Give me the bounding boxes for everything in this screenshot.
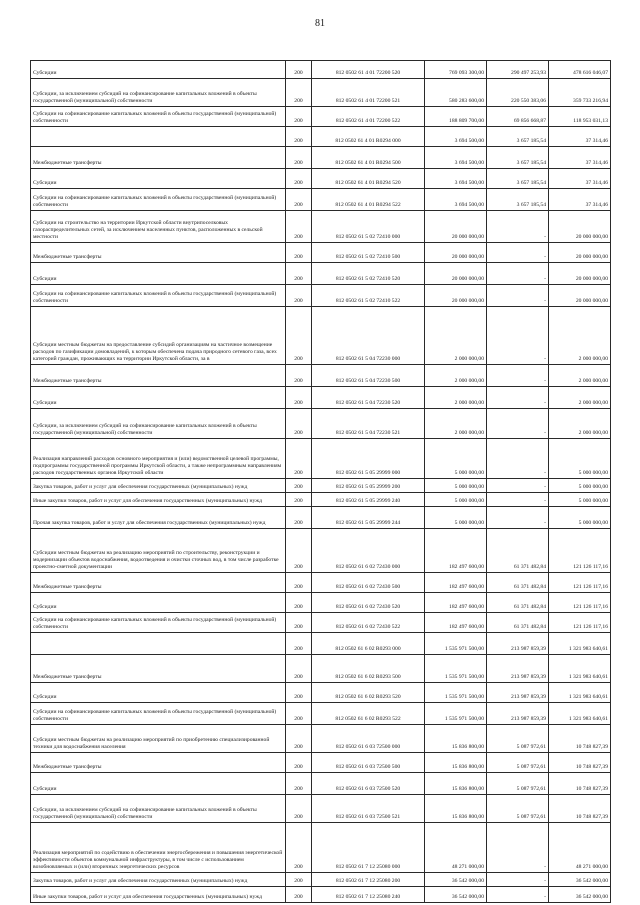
cell-name: Субсидии на софинансирование капитальных вложений в объекты государственной (муниципальной) собственности: [31, 703, 286, 725]
cell-name: Иные закупки товаров, работ и услуг для обеспечения государственных (муниципальных) нужд: [31, 887, 286, 903]
table-row: [31, 61, 611, 79]
cell-executed: 213 987 859,39: [487, 655, 549, 683]
cell-name: Субсидии на софинансирование капитальных вложений в объекты государственной (муниципальной) собственности: [31, 613, 286, 633]
cell-executed: -: [487, 365, 549, 387]
cell-name: Межбюджетные трансферты: [31, 753, 286, 773]
cell-code: 200: [286, 753, 312, 773]
cell-executed: 5 087 972,61: [487, 773, 549, 795]
cell-name: Субсидии на софинансирование капитальных вложений в объекты государственной (муниципальной) собственности: [31, 285, 286, 307]
table-row: [31, 107, 611, 127]
cell-executed: 5 087 972,61: [487, 753, 549, 773]
table-row: [31, 127, 611, 147]
cell-executed: -: [487, 507, 549, 529]
table-row: [31, 633, 611, 655]
cell-planned: 182 497 600,00: [425, 593, 487, 613]
cell-executed: 69 856 668,87: [487, 107, 549, 127]
cell-code: 200: [286, 285, 312, 307]
cell-cls: 812 0502 61 4 01 72200 520: [312, 61, 425, 79]
table-row: [31, 593, 611, 613]
cell-name: Субсидии на софинансирование капитальных вложений в объекты государственной (муниципальной) собственности: [31, 107, 286, 127]
budget-table: [30, 60, 611, 903]
cell-code: 200: [286, 773, 312, 795]
cell-executed: 61 371 482,84: [487, 613, 549, 633]
table-row: [31, 773, 611, 795]
cell-remainder: 37 314,46: [549, 147, 611, 169]
cell-planned: 36 542 000,00: [425, 887, 487, 903]
cell-code: 200: [286, 211, 312, 243]
cell-planned: 580 283 600,00: [425, 79, 487, 107]
cell-remainder: 37 314,46: [549, 189, 611, 211]
cell-remainder: 37 314,46: [549, 127, 611, 147]
cell-executed: -: [487, 887, 549, 903]
cell-planned: 1 535 971 500,00: [425, 683, 487, 703]
cell-cls: 812 0502 61 4 01 R0294 500: [312, 147, 425, 169]
cell-planned: 20 000 000,00: [425, 263, 487, 285]
cell-name: Межбюджетные трансферты: [31, 655, 286, 683]
table-row: [31, 169, 611, 189]
cell-executed: 3 657 185,54: [487, 127, 549, 147]
cell-executed: 61 371 482,84: [487, 573, 549, 593]
cell-remainder: 121 126 117,16: [549, 593, 611, 613]
cell-planned: 182 497 600,00: [425, 573, 487, 593]
cell-name: Иные закупки товаров, работ и услуг для обеспечения государственных (муниципальных) нужд: [31, 493, 286, 507]
cell-planned: 20 000 000,00: [425, 285, 487, 307]
cell-planned: 1 535 971 500,00: [425, 655, 487, 683]
cell-code: 200: [286, 387, 312, 409]
cell-cls: 812 0502 61 7 12 25080 240: [312, 887, 425, 903]
cell-executed: -: [487, 307, 549, 365]
cell-cls: 812 0502 61 5 04 72230 500: [312, 365, 425, 387]
cell-code: 200: [286, 573, 312, 593]
cell-executed: 5 087 972,61: [487, 795, 549, 823]
cell-planned: 15 836 800,00: [425, 795, 487, 823]
cell-code: 200: [286, 507, 312, 529]
cell-cls: 812 0502 61 5 05 29999 240: [312, 493, 425, 507]
cell-planned: 1 535 971 500,00: [425, 703, 487, 725]
cell-executed: -: [487, 387, 549, 409]
cell-planned: 15 836 800,00: [425, 773, 487, 795]
cell-remainder: 1 321 983 640,61: [549, 655, 611, 683]
cell-planned: 15 836 800,00: [425, 725, 487, 753]
table-row: [31, 79, 611, 107]
cell-executed: 3 657 185,54: [487, 169, 549, 189]
cell-planned: 769 093 300,00: [425, 61, 487, 79]
cell-cls: 812 0502 61 5 05 29999 000: [312, 439, 425, 479]
cell-remainder: 20 000 000,00: [549, 211, 611, 243]
cell-code: 200: [286, 263, 312, 285]
cell-remainder: 121 126 117,16: [549, 573, 611, 593]
cell-code: 200: [286, 703, 312, 725]
cell-code: 200: [286, 493, 312, 507]
cell-executed: -: [487, 823, 549, 873]
cell-cls: 812 0502 61 5 02 72410 500: [312, 243, 425, 263]
table-row: [31, 795, 611, 823]
budget-table-body: [31, 61, 611, 903]
page-number: 81: [315, 18, 325, 29]
cell-planned: 20 000 000,00: [425, 243, 487, 263]
table-row: [31, 703, 611, 725]
cell-executed: 290 497 253,93: [487, 61, 549, 79]
table-row: [31, 189, 611, 211]
cell-planned: 3 694 500,00: [425, 189, 487, 211]
cell-name: Субсидии: [31, 773, 286, 795]
cell-planned: 1 535 971 500,00: [425, 633, 487, 655]
cell-code: 200: [286, 147, 312, 169]
cell-name: Субсидии местным бюджетам на предоставление субсидий организациям на частичное возмещение расходов по газификации домовладений, к которым обеспечена подача природного сетевого газа, всех категорий граждан, проживающих на территории Иркутской области, за в: [31, 307, 286, 365]
cell-planned: 5 000 000,00: [425, 479, 487, 493]
cell-cls: 812 0502 61 6 02 R0293 522: [312, 703, 425, 725]
cell-name: Субсидии, за исключением субсидий на софинансирование капитальных вложений в объекты государственной (муниципальной) собственности: [31, 409, 286, 439]
cell-code: 200: [286, 127, 312, 147]
table-row: [31, 387, 611, 409]
cell-name: [31, 633, 286, 655]
cell-code: 200: [286, 479, 312, 493]
cell-executed: 3 657 185,54: [487, 189, 549, 211]
cell-remainder: 5 000 000,00: [549, 439, 611, 479]
cell-remainder: 118 953 031,13: [549, 107, 611, 127]
cell-remainder: 5 000 000,00: [549, 493, 611, 507]
cell-name: Межбюджетные трансферты: [31, 365, 286, 387]
cell-code: 200: [286, 633, 312, 655]
cell-executed: -: [487, 873, 549, 887]
cell-code: 200: [286, 169, 312, 189]
cell-code: 200: [286, 307, 312, 365]
cell-code: 200: [286, 725, 312, 753]
cell-planned: 15 836 800,00: [425, 753, 487, 773]
cell-remainder: 10 748 827,39: [549, 795, 611, 823]
cell-name: Закупка товаров, работ и услуг для обеспечения государственных (муниципальных) нужд: [31, 873, 286, 887]
cell-remainder: 1 321 983 640,61: [549, 633, 611, 655]
cell-code: 200: [286, 873, 312, 887]
cell-remainder: 121 126 117,16: [549, 529, 611, 573]
cell-code: 200: [286, 365, 312, 387]
cell-executed: -: [487, 243, 549, 263]
cell-planned: 20 000 000,00: [425, 211, 487, 243]
cell-name: Межбюджетные трансферты: [31, 573, 286, 593]
cell-remainder: 20 000 000,00: [549, 263, 611, 285]
cell-cls: 812 0502 61 5 05 29999 244: [312, 507, 425, 529]
cell-planned: 2 000 000,00: [425, 307, 487, 365]
cell-code: 200: [286, 529, 312, 573]
cell-code: 200: [286, 243, 312, 263]
cell-planned: 2 000 000,00: [425, 365, 487, 387]
cell-name: Субсидии: [31, 593, 286, 613]
cell-planned: 5 000 000,00: [425, 507, 487, 529]
cell-name: Субсидии: [31, 61, 286, 79]
cell-name: Субсидии местным бюджетам на реализацию мероприятий по строительству, реконструкции и модернизации объектов водоснабжения, водоотведения и очистки сточных вод, в том числе разработке проектно-сметной документации: [31, 529, 286, 573]
cell-name: Субсидии на строительство на территории Иркутской области внутрипоселковых газораспределительных сетей, за исключением населенных пунктов, расположенных в сельской местности: [31, 211, 286, 243]
cell-cls: 812 0502 61 5 02 72410 000: [312, 211, 425, 243]
cell-remainder: 1 321 983 640,61: [549, 703, 611, 725]
cell-remainder: 5 000 000,00: [549, 479, 611, 493]
table-row: [31, 753, 611, 773]
table-row: [31, 573, 611, 593]
cell-remainder: 37 314,46: [549, 169, 611, 189]
cell-planned: 3 694 500,00: [425, 147, 487, 169]
table-row: [31, 823, 611, 873]
cell-name: Субсидии местным бюджетам на реализацию мероприятий по приобретению специализированной техники для водоснабжения населения: [31, 725, 286, 753]
table-row: [31, 147, 611, 169]
cell-remainder: 5 000 000,00: [549, 507, 611, 529]
cell-name: Реализация направлений расходов основного мероприятия и (или) ведомственной целевой программы, подпрограммы государственной программы Иркутской области, а также непрограммным направлениям расходов государственных органов Иркутской области: [31, 439, 286, 479]
cell-remainder: 121 126 117,16: [549, 613, 611, 633]
cell-code: 200: [286, 613, 312, 633]
cell-cls: 812 0502 61 6 03 72500 520: [312, 773, 425, 795]
cell-remainder: 2 000 000,00: [549, 409, 611, 439]
cell-executed: 220 550 383,06: [487, 79, 549, 107]
cell-cls: 812 0502 61 5 02 72410 522: [312, 285, 425, 307]
cell-name: Субсидии: [31, 683, 286, 703]
cell-remainder: 20 000 000,00: [549, 285, 611, 307]
table-row: [31, 613, 611, 633]
cell-remainder: 10 748 827,39: [549, 753, 611, 773]
table-row: [31, 873, 611, 887]
cell-name: Субсидии на софинансирование капитальных вложений в объекты государственной (муниципальной) собственности: [31, 189, 286, 211]
table-row: [31, 243, 611, 263]
cell-executed: -: [487, 285, 549, 307]
cell-name: Межбюджетные трансферты: [31, 243, 286, 263]
cell-planned: 188 809 700,00: [425, 107, 487, 127]
cell-cls: 812 0502 61 6 03 72500 521: [312, 795, 425, 823]
cell-code: 200: [286, 795, 312, 823]
cell-code: 200: [286, 409, 312, 439]
table-row: [31, 263, 611, 285]
table-row: [31, 365, 611, 387]
cell-cls: 812 0502 61 6 02 R0293 520: [312, 683, 425, 703]
cell-cls: 812 0502 61 5 05 29999 200: [312, 479, 425, 493]
cell-remainder: 10 748 827,39: [549, 725, 611, 753]
cell-cls: 812 0502 61 4 01 R0294 522: [312, 189, 425, 211]
cell-cls: 812 0502 61 4 01 R0294 000: [312, 127, 425, 147]
cell-planned: 182 497 600,00: [425, 529, 487, 573]
cell-code: 200: [286, 655, 312, 683]
cell-planned: 36 542 000,00: [425, 873, 487, 887]
cell-name: [31, 127, 286, 147]
cell-remainder: 2 000 000,00: [549, 387, 611, 409]
cell-name: Субсидии: [31, 169, 286, 189]
cell-cls: 812 0502 61 5 04 72230 521: [312, 409, 425, 439]
cell-executed: -: [487, 409, 549, 439]
cell-name: Субсидии: [31, 387, 286, 409]
cell-cls: 812 0502 61 6 02 R0293 000: [312, 633, 425, 655]
cell-planned: 2 000 000,00: [425, 387, 487, 409]
table-row: [31, 529, 611, 573]
cell-cls: 812 0502 61 7 12 25080 000: [312, 823, 425, 873]
cell-executed: 213 987 859,39: [487, 703, 549, 725]
cell-cls: 812 0502 61 6 02 72430 000: [312, 529, 425, 573]
cell-remainder: 1 321 983 640,61: [549, 683, 611, 703]
cell-remainder: 48 271 000,00: [549, 823, 611, 873]
cell-remainder: 36 542 000,00: [549, 887, 611, 903]
table-row: [31, 683, 611, 703]
table-row: [31, 887, 611, 903]
cell-cls: 812 0502 61 5 04 72230 000: [312, 307, 425, 365]
cell-remainder: 478 616 046,07: [549, 61, 611, 79]
cell-name: Межбюджетные трансферты: [31, 147, 286, 169]
cell-remainder: 10 748 827,39: [549, 773, 611, 795]
cell-planned: 3 694 500,00: [425, 127, 487, 147]
table-row: [31, 285, 611, 307]
cell-planned: 182 497 600,00: [425, 613, 487, 633]
cell-cls: 812 0502 61 4 01 72200 521: [312, 79, 425, 107]
cell-executed: -: [487, 263, 549, 285]
cell-name: Субсидии: [31, 263, 286, 285]
table-row: [31, 479, 611, 493]
cell-planned: 5 000 000,00: [425, 493, 487, 507]
cell-cls: 812 0502 61 6 02 72430 500: [312, 573, 425, 593]
cell-code: 200: [286, 439, 312, 479]
cell-executed: 61 371 482,84: [487, 593, 549, 613]
cell-remainder: 36 542 000,00: [549, 873, 611, 887]
cell-code: 200: [286, 189, 312, 211]
cell-cls: 812 0502 61 5 04 72230 520: [312, 387, 425, 409]
cell-cls: 812 0502 61 4 01 R0294 520: [312, 169, 425, 189]
cell-cls: 812 0502 61 4 01 72200 522: [312, 107, 425, 127]
cell-cls: 812 0502 61 6 03 72500 000: [312, 725, 425, 753]
cell-executed: -: [487, 211, 549, 243]
cell-planned: 2 000 000,00: [425, 409, 487, 439]
cell-executed: 5 087 972,61: [487, 725, 549, 753]
cell-name: Субсидии, за исключением субсидий на софинансирование капитальных вложений в объекты государственной (муниципальной) собственности: [31, 79, 286, 107]
cell-cls: 812 0502 61 6 02 72430 522: [312, 613, 425, 633]
cell-executed: 61 371 482,84: [487, 529, 549, 573]
table-row: [31, 493, 611, 507]
cell-remainder: 2 000 000,00: [549, 365, 611, 387]
cell-executed: 213 987 859,39: [487, 633, 549, 655]
cell-name: Субсидии, за исключением субсидий на софинансирование капитальных вложений в объекты государственной (муниципальной) собственности: [31, 795, 286, 823]
table-row: [31, 655, 611, 683]
cell-remainder: 20 000 000,00: [549, 243, 611, 263]
cell-name: Закупка товаров, работ и услуг для обеспечения государственных (муниципальных) нужд: [31, 479, 286, 493]
cell-cls: 812 0502 61 6 02 72430 520: [312, 593, 425, 613]
cell-executed: -: [487, 493, 549, 507]
table-row: [31, 211, 611, 243]
cell-planned: 48 271 000,00: [425, 823, 487, 873]
cell-executed: -: [487, 479, 549, 493]
cell-remainder: 2 000 000,00: [549, 307, 611, 365]
cell-cls: 812 0502 61 6 02 R0293 500: [312, 655, 425, 683]
table-row: [31, 725, 611, 753]
cell-code: 200: [286, 79, 312, 107]
cell-code: 200: [286, 61, 312, 79]
cell-cls: 812 0502 61 5 02 72410 520: [312, 263, 425, 285]
cell-code: 200: [286, 887, 312, 903]
cell-planned: 5 000 000,00: [425, 439, 487, 479]
cell-name: Прочая закупка товаров, работ и услуг для обеспечения государственных (муниципальных) нужд: [31, 507, 286, 529]
cell-executed: -: [487, 439, 549, 479]
cell-code: 200: [286, 823, 312, 873]
cell-cls: 812 0502 61 7 12 25080 200: [312, 873, 425, 887]
cell-cls: 812 0502 61 6 03 72500 500: [312, 753, 425, 773]
table-row: [31, 507, 611, 529]
table-row: [31, 409, 611, 439]
cell-planned: 3 694 500,00: [425, 169, 487, 189]
cell-remainder: 359 733 216,94: [549, 79, 611, 107]
table-row: [31, 307, 611, 365]
cell-name: Реализация мероприятий по содействию в обеспечении энергосбережения и повышения энергетической эффективности объектов коммунальной инфраструктуры, в том числе с использованием возобновляемых и (или) вторичных энергетических ресурсов: [31, 823, 286, 873]
cell-code: 200: [286, 683, 312, 703]
cell-executed: 3 657 185,54: [487, 147, 549, 169]
cell-executed: 213 987 859,39: [487, 683, 549, 703]
table-row: [31, 439, 611, 479]
cell-code: 200: [286, 593, 312, 613]
cell-code: 200: [286, 107, 312, 127]
